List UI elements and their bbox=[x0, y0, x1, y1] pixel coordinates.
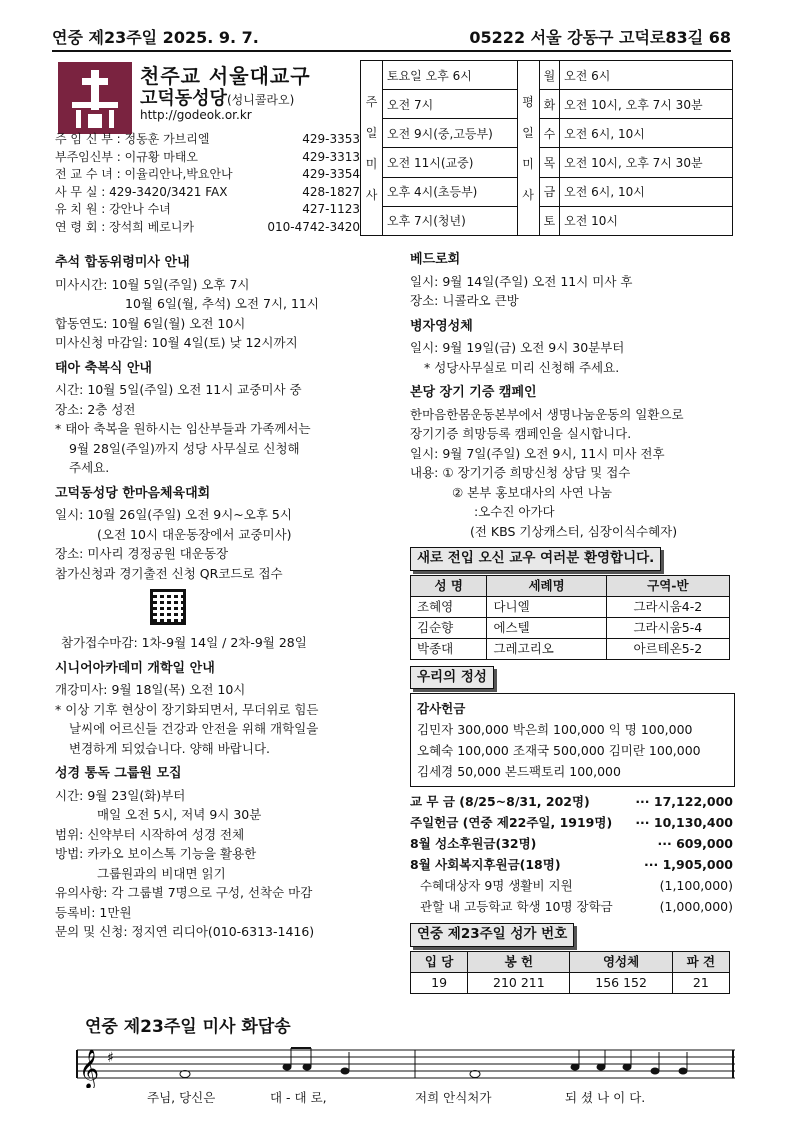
staff-row bbox=[55, 149, 360, 167]
table-row bbox=[411, 638, 730, 659]
label-char: 평 bbox=[522, 94, 534, 109]
treble-clef-icon: 𝄞 bbox=[79, 1049, 100, 1088]
staff-role: 부주임신부 : 이규황 마태오 bbox=[55, 149, 198, 164]
parish-name: 고덕동성당(성니콜라오) bbox=[140, 88, 295, 109]
finance-label: 8월 사회복지후원금(18명) bbox=[410, 857, 561, 872]
staff-phone: 429-3353 bbox=[302, 132, 360, 146]
table-cell: 그라시움4-2 bbox=[606, 596, 729, 617]
label-char: 사 bbox=[365, 187, 378, 202]
finance-row bbox=[410, 833, 735, 854]
finance-label: 교 무 금 (8/25~8/31, 202명) bbox=[410, 794, 590, 809]
table-cell: 박종대 bbox=[411, 638, 487, 659]
weekday-mass-time: 오전 6시 bbox=[560, 61, 733, 90]
finance-label: 주일헌금 (연중 제22주일, 1919명) bbox=[410, 815, 613, 830]
finance-value: ··· 10,130,400 bbox=[635, 815, 733, 830]
finance-value: (1,000,000) bbox=[659, 899, 733, 914]
patron-name: (성니콜라오) bbox=[226, 93, 295, 107]
hymn-heading: 연중 제23주일 성가 번호 bbox=[410, 923, 574, 947]
section-title: 성경 통독 그룹원 모집 bbox=[55, 766, 182, 781]
music-staff bbox=[55, 1042, 735, 1088]
newcomer-table bbox=[410, 575, 730, 660]
sunday-mass-time: 오전 11시(교중) bbox=[383, 148, 518, 177]
staff-row bbox=[55, 219, 360, 237]
finance-label: 8월 성소후원금(32명) bbox=[410, 836, 537, 851]
column-header: 파 견 bbox=[672, 951, 729, 972]
section-title: 시니어아카데미 개학일 안내 bbox=[55, 660, 215, 676]
weekday-mass-time: 오전 6시, 10시 bbox=[560, 119, 733, 148]
sunday-mass-time: 토요일 오후 6시 bbox=[383, 61, 518, 90]
label-char: 주 bbox=[365, 94, 378, 109]
lyric: 주님, 당신은 bbox=[147, 1090, 216, 1105]
column-header: 세례명 bbox=[487, 575, 606, 596]
newcomer-heading: 새로 전입 오신 교우 여러분 환영합니다. bbox=[410, 547, 661, 571]
staff-role: 연 령 회 : 장석희 베로니카 bbox=[55, 219, 195, 234]
church-address: 05222 서울 강동구 고덕로83길 68 bbox=[469, 28, 731, 47]
table-cell: 에스텔 bbox=[487, 617, 606, 638]
staff-role: 유 치 원 : 강안나 수녀 bbox=[55, 202, 171, 217]
table-cell: 그라시움5-4 bbox=[606, 617, 729, 638]
hymn-number: 210 211 bbox=[468, 972, 570, 993]
label-char: 미 bbox=[365, 156, 378, 171]
left-column: 추석 합동위령미사 안내 미사시간: 10월 5일(주일) 오후 7시 10월 6일(월, 추석) 오전 7시, 11시 합동연도: 10월 6일(월) 오전 10시 미사신청 마감일: 10월 4일(토) 낮 12시까지 태아 축복식 안내 시간: 10월 5일(주일) 오전 11시 교중미사 중 장소: 2층 성전 * 태아 축복을 원하시는 임산부들과 가족께서는 9월 28일(주일)까지 성당 사무실로 신청해 주세요. 고덕동성당 한마음체육대회 일시: 10월 26일(주일) 오전 9시~오후 5시 (오전 10시 대운동장에서 교중미사) 장소: 미사리 경정공원 대운동장 참가신청과 경기출전 신청 QR코드로 접수 참가접수마감: 1차-9월 14일 / 2차-9월 28일 시니어아카데미 개학일 안내 개강미사: 9월 18일(목) 오전 10시 * 이상 기후 현상이 장기화되면서, 무더위로 힘든 날씨에 어르신들 건강과 안전을 위해 개학일을 변경하게 되었습니다. 양해 바랍니다. 성경 통독 그룹원 모집 시간: 9월 23일(화)부터 매일 오전 5시, 저녁 9시 30분 범위: 신약부터 시작하여 성경 전체 방법: 카카오 보이스톡 기능을 활용한 그룹원과의 비대면 읽기 유의사항: 각 그룹별 7명으로 구성, 선착순 마감 등록비: 1만원 문의 및 신청: 정지연 리디아(010-6313-1416) bbox=[55, 247, 400, 942]
table-cell: 다니엘 bbox=[487, 596, 606, 617]
column-header: 구역-반 bbox=[606, 575, 729, 596]
column-header: 봉 헌 bbox=[468, 951, 570, 972]
finance-list bbox=[410, 791, 735, 917]
table-cell: 조혜영 bbox=[411, 596, 487, 617]
finance-row bbox=[410, 854, 735, 875]
weekday-name: 월 bbox=[539, 61, 560, 90]
staff-role: 사 무 실 : 429-3420/3421 FAX bbox=[55, 184, 228, 199]
weekday-name: 수 bbox=[539, 119, 560, 148]
finance-sub-row bbox=[410, 875, 735, 896]
staff-row bbox=[55, 201, 360, 219]
right-column: 베드로회 일시: 9월 14일(주일) 오전 11시 미사 후 장소: 니콜라오 큰방 병자영성체 일시: 9월 19일(금) 오전 9시 30분부터 * 성당사무실로 미리 신청해 주세요. 본당 장기 기증 캠페인 한마음한몸운동본부에서 생명나눔운동의 일환으로 장기기증 희망등록 캠페인을 실시합니다. 일시: 9월 7일(주일) 오전 9시, 11시 미사 전후 내용: ① 장기기증 희망신청 상담 및 접수 ② 본부 홍보대사의 사연 나눔 :오수진 아가다 (전 KBS 기상캐스터, 심장이식수혜자) 새로 전입 오신 교우 여러분 환영합니다. 성 명 세례명 구역-반 조혜영 다니엘 그라시움4-2 김순향 에스텔 그라시움5-4 박종대 그레고리오 아르테온5-2 우리의 정성 감사헌금 김민자 300,000 박은희 100,000 익 명 100,000 오혜숙 100,000 조재국 500,000 김미란 100,000 김세경 50,000 본드팩토리 100,000 교 무 금 (8/25~8/31, 202명) ··· 17,122,000 주일헌금 (연중 제22주일, 1919명) ··· 10,130,400 8월 성소후원금(32명) ··· 609,000 8월 사회복지후원금(18명) ··· 1,905,000 수혜대상자 9명 생활비 지원 (1,100,000) 관할 내 고등학교 학생 10명 장학금 (1,000,000) 연중 제23주일 성가 번호 입 당 봉 헌 영성체 파 견 19 210 211 156 152 21 bbox=[410, 244, 735, 994]
staff-phone: 010-4742-3420 bbox=[267, 219, 360, 234]
finance-value: (1,100,000) bbox=[659, 878, 733, 893]
table-cell: 그레고리오 bbox=[487, 638, 606, 659]
hymn-number: 19 bbox=[411, 972, 468, 993]
sunday-mass-time: 오후 7시(청년) bbox=[383, 206, 518, 235]
hymn-number: 156 152 bbox=[570, 972, 672, 993]
hymn-number: 21 bbox=[672, 972, 729, 993]
weekday-name: 목 bbox=[539, 148, 560, 177]
table-cell: 아르테온5-2 bbox=[606, 638, 729, 659]
qr-code[interactable] bbox=[150, 589, 186, 625]
hymn-table bbox=[410, 951, 730, 994]
section-title: 태아 축복식 안내 bbox=[55, 360, 152, 376]
finance-label: 관할 내 고등학교 학생 10명 장학금 bbox=[420, 899, 613, 914]
sunday-mass-time: 오전 9시(중,고등부) bbox=[383, 119, 518, 148]
offering-heading: 우리의 정성 bbox=[410, 666, 494, 690]
staff-phone: 429-3354 bbox=[302, 167, 360, 182]
week-date: 연중 제23주일 2025. 9. 7. bbox=[52, 28, 259, 47]
finance-row bbox=[410, 791, 735, 812]
diocese-name: 천주교 서울대교구 bbox=[140, 64, 311, 88]
finance-row bbox=[410, 812, 735, 833]
label-char: 일 bbox=[365, 125, 378, 140]
label-char: 미 bbox=[522, 156, 534, 171]
lyric: 되 셨 나 이 다. bbox=[565, 1090, 646, 1105]
column-header: 성 명 bbox=[411, 575, 487, 596]
staff-list bbox=[55, 131, 360, 237]
weekday-mass-time: 오전 10시, 오후 7시 30분 bbox=[560, 148, 733, 177]
section-title: 본당 장기 기증 캠페인 bbox=[410, 385, 537, 400]
label-char: 일 bbox=[522, 125, 534, 140]
section-title: 고덕동성당 한마음체육대회 bbox=[55, 485, 211, 501]
staff-phone: 429-3313 bbox=[302, 149, 360, 164]
staff-row bbox=[55, 166, 360, 184]
staff-role: 전 교 수 녀 : 이율리안나,박요안나 bbox=[55, 167, 233, 182]
header-bar bbox=[52, 28, 731, 52]
column-header: 영성체 bbox=[570, 951, 672, 972]
table-row bbox=[411, 596, 730, 617]
weekday-mass-time: 오전 10시, 오후 7시 30분 bbox=[560, 90, 733, 119]
weekday-mass-time: 오전 6시, 10시 bbox=[560, 177, 733, 206]
mass-schedule-table bbox=[360, 60, 733, 236]
weekday-name: 토 bbox=[539, 206, 560, 235]
finance-label: 수혜대상자 9명 생활비 지원 bbox=[420, 878, 573, 893]
weekday-mass-time: 오전 10시 bbox=[560, 206, 733, 235]
table-row bbox=[411, 617, 730, 638]
staff-row bbox=[55, 131, 360, 149]
parish-url[interactable]: http://godeok.or.kr bbox=[140, 108, 252, 122]
psalm-music bbox=[55, 1012, 735, 1112]
weekday-mass-label bbox=[517, 61, 539, 236]
lyric: 저희 안식처가 bbox=[415, 1090, 492, 1105]
music-title: 연중 제23주일 미사 화답송 bbox=[85, 1017, 291, 1037]
thanks-offering-box: 감사헌금 김민자 300,000 박은희 100,000 익 명 100,000 오혜숙 100,000 조재국 500,000 김미란 100,000 김세경 50,000 본드팩토리 100,000 bbox=[410, 693, 735, 787]
finance-value: ··· 17,122,000 bbox=[635, 794, 733, 809]
label-char: 사 bbox=[522, 187, 534, 202]
sunday-mass-time: 오후 4시(초등부) bbox=[383, 177, 518, 206]
column-header: 입 당 bbox=[411, 951, 468, 972]
section-title: 추석 합동위령미사 안내 bbox=[55, 255, 190, 270]
church-logo bbox=[58, 62, 132, 134]
staff-row bbox=[55, 184, 360, 202]
finance-value: ··· 609,000 bbox=[657, 836, 733, 851]
sunday-mass-label bbox=[361, 61, 383, 236]
section-title: 병자영성체 bbox=[410, 318, 473, 334]
weekday-name: 금 bbox=[539, 177, 560, 206]
staff-phone: 427-1123 bbox=[302, 202, 360, 217]
weekday-name: 화 bbox=[539, 90, 560, 119]
staff-phone: 428-1827 bbox=[302, 184, 360, 199]
section-title: 베드로회 bbox=[410, 252, 461, 267]
staff-role: 주 임 신 부 : 정동훈 가브리엘 bbox=[55, 132, 210, 146]
finance-sub-row bbox=[410, 896, 735, 917]
lyric: 대 - 대 로, bbox=[270, 1090, 327, 1105]
svg-text:♯: ♯ bbox=[107, 1050, 114, 1066]
finance-value: ··· 1,905,000 bbox=[644, 857, 733, 872]
table-cell: 김순향 bbox=[411, 617, 487, 638]
sunday-mass-time: 오전 7시 bbox=[383, 90, 518, 119]
